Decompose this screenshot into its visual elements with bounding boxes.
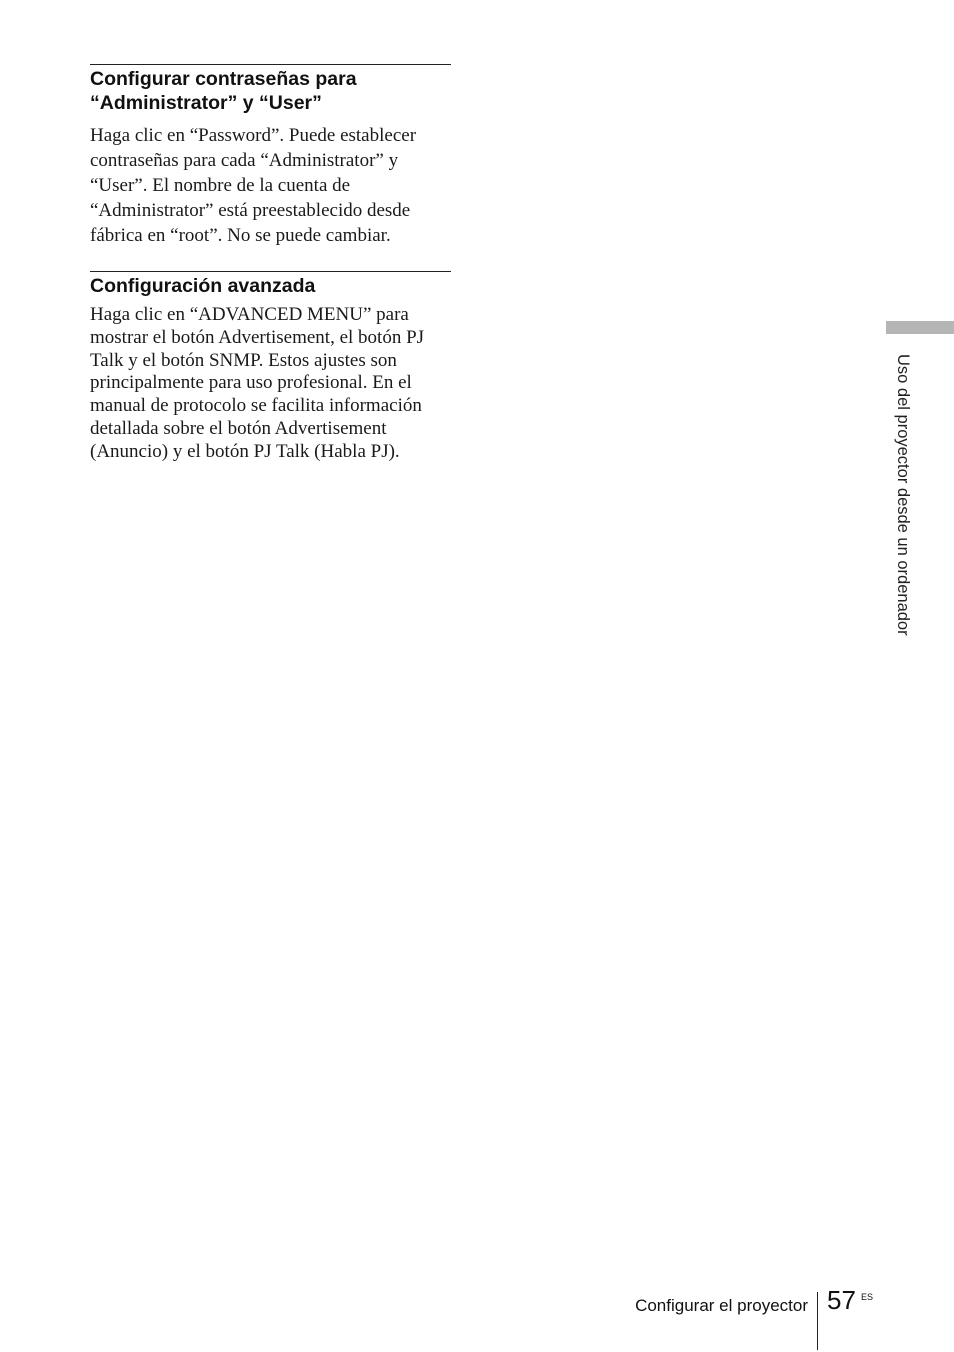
body-line: Haga clic en “Password”. Puede establecer (90, 125, 417, 146)
body-line: Haga clic en “ADVANCED MENU” para (90, 304, 409, 325)
section-heading (90, 65, 451, 115)
page-number: 57 (827, 1285, 856, 1315)
heading-line: Configurar contraseñas para (90, 68, 357, 90)
heading-line: Configuración avanzada (90, 275, 316, 297)
section-body (90, 123, 451, 248)
body-line: (Anuncio) y el botón PJ Talk (Habla PJ). (90, 440, 400, 462)
footer-divider (817, 1292, 818, 1350)
section-advanced (90, 271, 451, 464)
section-heading (90, 272, 451, 298)
chapter-tab-marker (886, 321, 954, 334)
section-passwords (90, 64, 451, 248)
body-line: principalmente para uso profesional. En el (90, 372, 412, 394)
body-line: “Administrator” está preestablecido desde (90, 200, 411, 221)
body-line: mostrar el botón Advertisement, el botón PJ (90, 326, 425, 348)
body-line: detallada sobre el botón Advertisement (90, 417, 387, 439)
body-line: fábrica en “root”. No se puede cambiar. (90, 225, 391, 246)
language-code: ES (861, 1292, 874, 1302)
body-line: “User”. El nombre de la cuenta de (90, 175, 351, 196)
chapter-side-label: Uso del proyector desde un ordenador (894, 354, 912, 636)
section-body (90, 304, 451, 464)
footer-section-name: Configurar el proyector (635, 1296, 808, 1315)
body-line: Talk y el botón SNMP. Estos ajustes son (90, 349, 397, 371)
body-line: contraseñas para cada “Administrator” y (90, 150, 399, 171)
body-line: manual de protocolo se facilita información (90, 395, 422, 417)
heading-line: “Administrator” y “User” (90, 92, 322, 114)
